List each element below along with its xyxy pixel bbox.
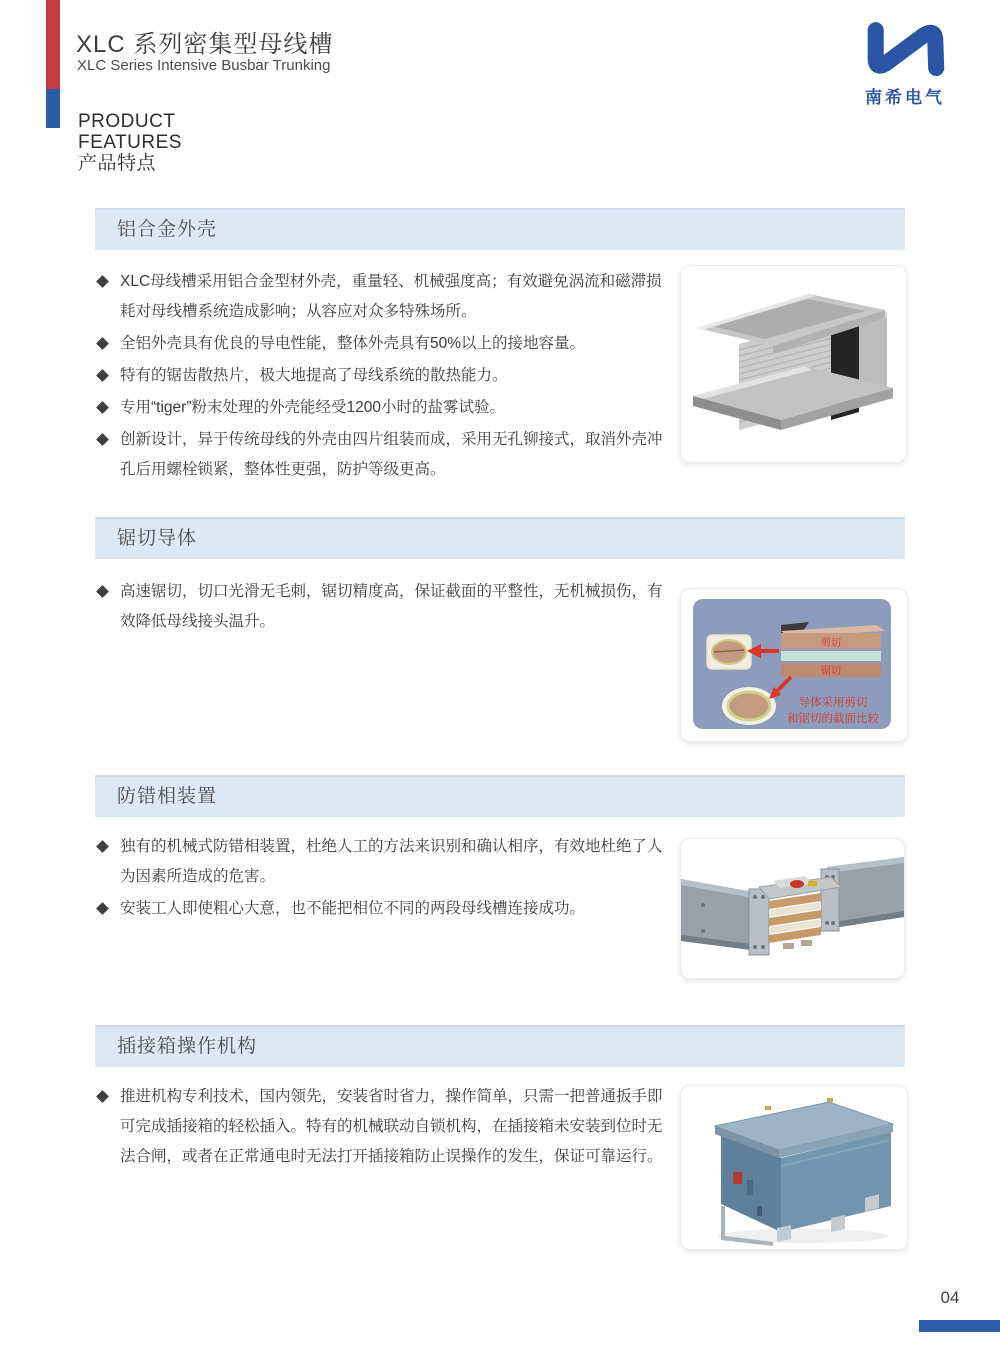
diamond-bullet-icon [96, 1090, 109, 1103]
plug-in-box-photo [680, 1085, 908, 1250]
diamond-bullet-icon [96, 840, 109, 853]
content [95, 208, 905, 1288]
section-title: 插接箱操作机构 [117, 1036, 258, 1057]
diamond-bullet-icon [96, 433, 109, 446]
bullet-item: 独有的机械式防错相装置，杜绝人工的方法来识别和确认相序，有效地杜绝了人为因素所造成的危害。 [95, 832, 670, 892]
company-logo [843, 18, 967, 108]
bullet-item: 专用“tiger”粉末处理的外壳能经受1200小时的盐雾试验。 [95, 393, 670, 423]
section-title-bar-aluminum-housing [95, 208, 905, 250]
doc-title-en: XLC Series Intensive Busbar Trunking [77, 57, 331, 74]
bullet-item: 安装工人即使粗心大意，也不能把相位不同的两段母线槽连接成功。 [95, 894, 670, 924]
aluminum-profile-shapes [693, 294, 893, 430]
page-heading [78, 111, 182, 174]
page-number: 04 [940, 1288, 960, 1307]
section-title: 防错相装置 [117, 786, 218, 807]
bullet-list-plug-in-box [95, 1082, 670, 1174]
bullet-list-aluminum-housing [95, 267, 670, 487]
shear-label: 剪切 [821, 638, 841, 649]
saw-label: 锯切 [821, 666, 841, 677]
bullet-item: 全铝外壳具有优良的导电性能，整体外壳具有50%以上的接地容量。 [95, 329, 670, 359]
plug-in-box-shapes [715, 1098, 893, 1246]
bullet-item: 特有的锯齿散热片，极大地提高了母线系统的散热能力。 [95, 361, 670, 391]
diamond-bullet-icon [96, 401, 109, 414]
accent-bar-red [46, 0, 60, 89]
section-title: 铝合金外壳 [117, 219, 218, 240]
diamond-bullet-icon [96, 902, 109, 915]
conductor-cross-section-photo [680, 588, 908, 742]
bullet-item: 创新设计，异于传统母线的外壳由四片组装而成，采用无孔铆接式，取消外壳冲孔后用螺栓锁紧，整体性更强，防护等级更高。 [95, 425, 670, 485]
plug-in-box-illustration [681, 1086, 907, 1249]
logo-mark-icon [853, 18, 957, 82]
bullet-item: 推进机构专利技术，国内领先，安装省时省力，操作简单，只需一把普通扳手即可完成插接箱的轻松插入。特有的机械联动自锁机构，在插接箱未安装到位时无法合闸，或者在正常通电时无法打开插接箱防止误操作的发生，保证可靠运行。 [95, 1082, 670, 1172]
conductor-cross-section-illustration [681, 589, 907, 741]
accent-bar-blue [46, 89, 60, 128]
section-title-bar-plug-in-box [95, 1025, 905, 1067]
annotation-line2: 和锯切的截面比较 [787, 713, 879, 725]
annotation-line1: 导体采用剪切 [798, 697, 868, 709]
busbar-joint-shapes [681, 857, 904, 955]
section-title-bar-sawn-conductor [95, 517, 905, 559]
aluminum-profile-illustration [681, 266, 906, 462]
section-title-bar-phase-error-prevention [95, 775, 905, 817]
bullet-list-sawn-conductor [95, 577, 670, 639]
page-heading-line1: PRODUCT [78, 111, 176, 132]
page-heading-line3: 产品特点 [78, 153, 157, 174]
diamond-bullet-icon [96, 369, 109, 382]
bullet-item: 高速锯切，切口光滑无毛刺，锯切精度高，保证截面的平整性，无机械损伤，有效降低母线接头温升。 [95, 577, 670, 637]
conductor-cross-section-shapes [693, 599, 891, 729]
busbar-joint-illustration [681, 839, 904, 978]
section-title: 锯切导体 [117, 528, 198, 549]
diamond-bullet-icon [96, 585, 109, 598]
doc-title-cn: XLC 系列密集型母线槽 [76, 31, 334, 58]
diamond-bullet-icon [96, 275, 109, 288]
aluminum-profile-photo [680, 265, 907, 463]
page-heading-line2: FEATURES [78, 132, 182, 153]
bullet-item: XLC母线槽采用铝合金型材外壳，重量轻、机械强度高；有效避免涡流和磁滞损耗对母线槽系统造成影响；从容应对众多特殊场所。 [95, 267, 670, 327]
bullet-list-phase-error-prevention [95, 832, 670, 926]
logo-text: 南希电气 [865, 88, 945, 107]
diamond-bullet-icon [96, 337, 109, 350]
busbar-joint-photo [680, 838, 905, 979]
footer-accent-bar [919, 1320, 1000, 1332]
